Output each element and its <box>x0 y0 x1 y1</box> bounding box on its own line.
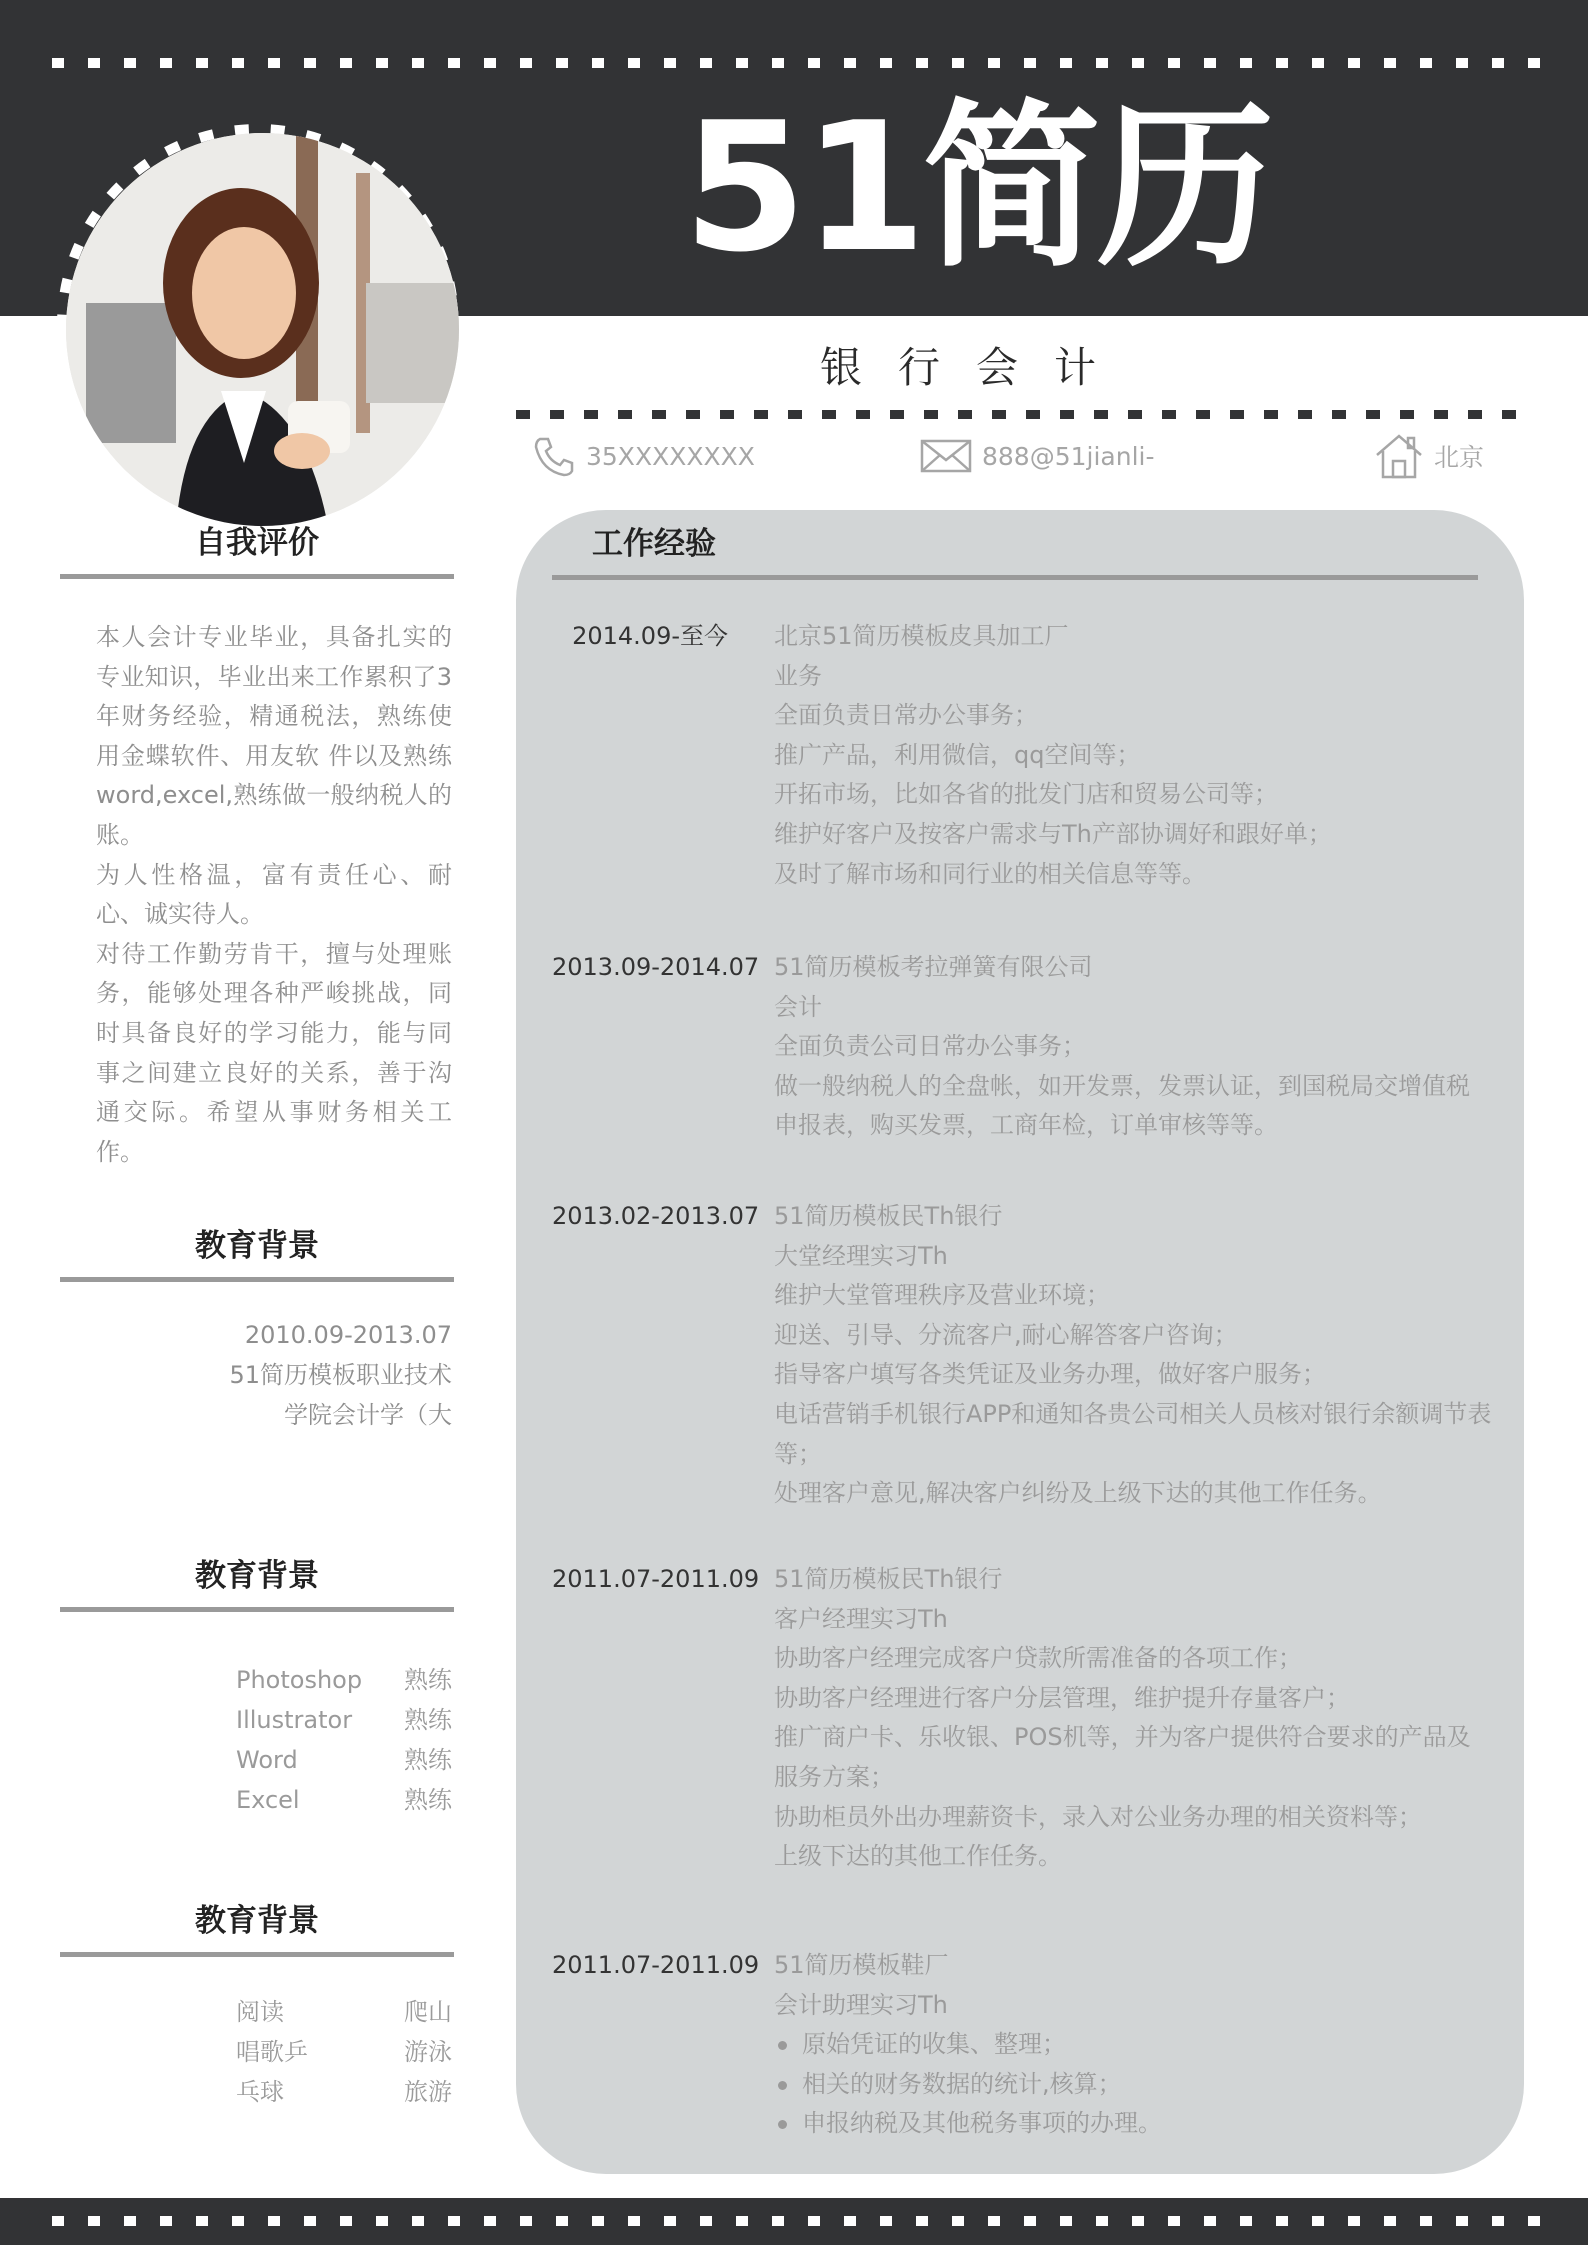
job-bullet: 申报纳税及其他税务事项的办理。 <box>774 2104 1492 2144</box>
job-role: 会计助理实习Th <box>774 1990 948 2019</box>
job-duty: 协助客户经理进行客户分层管理，维护提升存量客户； <box>774 1683 1350 1712</box>
job-body <box>774 1197 1492 1514</box>
contact-email <box>920 432 1155 480</box>
job-duty: 协助柜员外出办理薪资卡，录入对公业务办理的相关资料等； <box>774 1802 1422 1831</box>
skill-item <box>236 1780 452 1820</box>
job-duty: 全面负责公司日常办公事务； <box>774 1032 1086 1061</box>
hobby-row <box>236 2072 452 2112</box>
skill-item <box>236 1740 452 1780</box>
skills-heading: 教育背景 <box>195 1558 319 1594</box>
job-duty: 电话营销手机银行APP和通知各贵公司相关人员核对银行余额调节表等； <box>774 1399 1492 1468</box>
education-major: 学院会计学（大 <box>284 1401 452 1429</box>
skill-level: 熟练 <box>404 1706 452 1734</box>
job-title: 银行会计 <box>820 343 1133 392</box>
skill-item <box>236 1660 452 1700</box>
mail-icon <box>920 438 972 474</box>
skill-name: Photoshop <box>236 1666 363 1694</box>
city-name: 北京 <box>1434 443 1485 472</box>
hobby-row <box>236 1992 452 2032</box>
job-body <box>774 948 1492 1146</box>
skill-name: Word <box>236 1746 298 1774</box>
job-duty: 全面负责日常办公事务； <box>774 701 1038 730</box>
self-eval-heading: 自我评价 <box>195 525 319 561</box>
job-date: 2013.09-2014.07 <box>552 953 760 981</box>
work-heading: 工作经验 <box>592 526 716 562</box>
skills-rule <box>60 1607 454 1612</box>
education-details <box>180 1315 452 1435</box>
hobby-row <box>236 2032 452 2072</box>
contact-dash-line <box>516 410 1520 419</box>
education-heading: 教育背景 <box>195 1228 319 1264</box>
skills-list <box>236 1660 452 1820</box>
brand-title: 51简历 <box>683 84 1271 291</box>
profile-photo-illustration <box>66 133 459 526</box>
job-duty: 维护大堂管理秩序及营业环境； <box>774 1281 1110 1310</box>
contact-phone <box>532 432 755 480</box>
job-duty: 及时了解市场和同行业的相关信息等等。 <box>774 859 1206 888</box>
header-dash-line <box>52 58 1552 68</box>
hobby-item: 阅读 <box>236 1998 284 2026</box>
job-role: 会计 <box>774 992 822 1021</box>
phone-number: 35XXXXXXXX <box>586 441 755 471</box>
job-date: 2013.02-2013.07 <box>552 1202 760 1230</box>
hobby-item: 爬山 <box>404 1998 452 2026</box>
job-company: 51简历模板考拉弹簧有限公司 <box>774 953 1093 981</box>
profile-photo <box>66 133 459 526</box>
self-eval-paragraph: 对待工作勤劳肯干，擅与处理账务，能够处理各种严峻挑战，同时具备良好的学习能力，能与同事之间建立良好的关系，善于沟通交际。希望从事财务相关工作。 <box>96 939 452 1166</box>
hobby-item: 乓球 <box>236 2078 284 2106</box>
education-school: 51简历模板职业技术 <box>229 1361 452 1389</box>
hobby-item: 旅游 <box>404 2078 452 2106</box>
skill-name: Illustrator <box>236 1706 353 1734</box>
job-duty: 维护好客户及按客户需求与Th产部协调好和跟好单； <box>774 819 1332 848</box>
hobby-item: 唱歌乒 <box>236 2038 308 2066</box>
job-duty: 处理客户意见,解决客户纠纷及上级下达的其他工作任务。 <box>774 1479 1382 1508</box>
work-rule <box>552 575 1478 580</box>
job-duty: 推广产品，利用微信，qq空间等； <box>774 740 1141 769</box>
education-period: 2010.09-2013.07 <box>244 1321 452 1349</box>
job-role: 大堂经理实习Th <box>774 1241 948 1270</box>
self-eval-text <box>96 618 452 1172</box>
job-company: 51简历模板民Th银行 <box>774 1202 1003 1230</box>
footer-dash-line <box>52 2216 1552 2226</box>
job-duty: 推广商户卡、乐收银、POS机等，并为客户提供符合要求的产品及服务方案； <box>774 1723 1471 1791</box>
job-body <box>774 1946 1492 2144</box>
job-duty: 迎送、引导、分流客户,耐心解答客户咨询； <box>774 1320 1238 1349</box>
job-body <box>774 1560 1492 1877</box>
job-date: 2011.07-2011.09 <box>552 1565 760 1593</box>
skill-item <box>236 1700 452 1740</box>
education-rule <box>60 1277 454 1282</box>
skill-level: 熟练 <box>404 1746 452 1774</box>
job-duty: 协助客户经理完成客户贷款所需准备的各项工作； <box>774 1644 1302 1673</box>
job-role: 客户经理实习Th <box>774 1604 948 1633</box>
phone-icon <box>532 435 576 477</box>
self-eval-paragraph: 本人会计专业毕业，具备扎实的专业知识，毕业出来工作累积了3年财务经验，精通税法，熟练使用金蝶软件、用友软 件以及熟练word,excel,熟练做一般纳税人的账。 <box>96 623 452 849</box>
email-address: 888@51jianli- <box>982 441 1155 471</box>
job-company: 51简历模板鞋厂 <box>774 1951 949 1979</box>
hobbies-rule <box>60 1952 454 1957</box>
job-bullet: 相关的财务数据的统计,核算； <box>774 2065 1492 2105</box>
job-company: 51简历模板民Th银行 <box>774 1565 1003 1593</box>
skill-level: 熟练 <box>404 1786 452 1814</box>
contact-city <box>1374 432 1484 480</box>
hobbies-list <box>236 1992 452 2112</box>
home-icon <box>1374 433 1424 479</box>
job-date: 2014.09-至今 <box>572 622 728 650</box>
job-duty: 做一般纳税人的全盘帐，如开发票，发票认证，到国税局交增值税申报表，购买发票，工商年检，订单审核等等。 <box>774 1071 1470 1140</box>
skill-level: 熟练 <box>404 1666 452 1694</box>
skill-name: Excel <box>236 1786 300 1814</box>
job-duty: 开拓市场，比如各省的批发门店和贸易公司等； <box>774 780 1278 809</box>
job-duty: 指导客户填写各类凭证及业务办理，做好客户服务； <box>774 1360 1326 1389</box>
job-role: 业务 <box>774 661 822 690</box>
hobby-item: 游泳 <box>404 2038 452 2066</box>
job-date: 2011.07-2011.09 <box>552 1951 760 1979</box>
job-company: 北京51简历模板皮具加工厂 <box>774 622 1069 650</box>
job-body <box>774 617 1492 894</box>
job-duty: 上级下达的其他工作任务。 <box>774 1842 1062 1871</box>
job-bullet: 原始凭证的收集、整理； <box>774 2025 1492 2065</box>
self-eval-rule <box>60 574 454 579</box>
self-eval-paragraph: 为人性格温，富有责任心、耐心、诚实待人。 <box>96 860 452 929</box>
hobbies-heading: 教育背景 <box>195 1903 319 1939</box>
